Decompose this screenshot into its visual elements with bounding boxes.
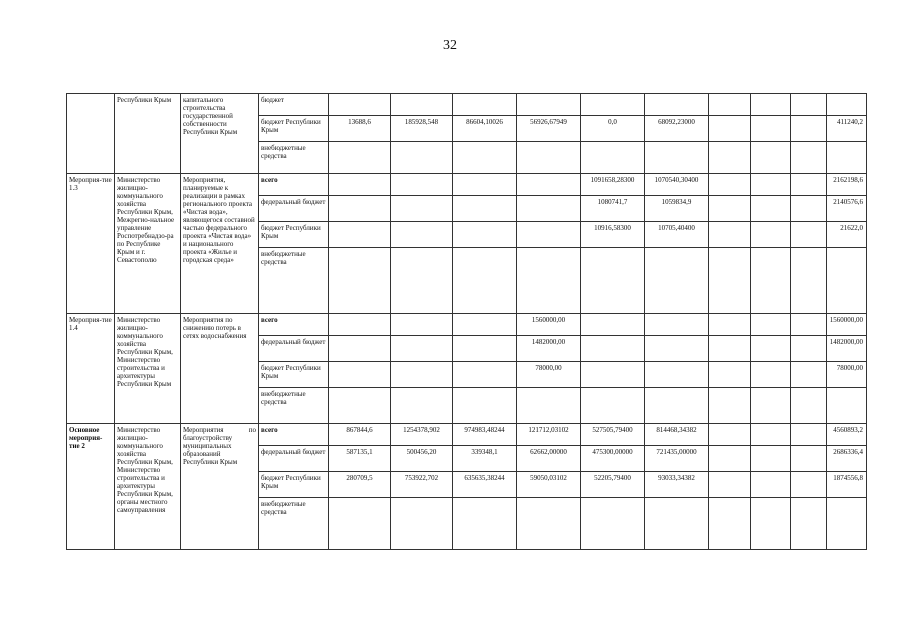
value-cell bbox=[391, 222, 453, 248]
value-cell bbox=[581, 362, 645, 388]
value-cell bbox=[645, 314, 709, 336]
measure-code-cell: Основное мероприя-тие 2 bbox=[67, 424, 115, 550]
value-cell bbox=[709, 248, 751, 314]
value-cell bbox=[827, 248, 867, 314]
value-cell bbox=[709, 388, 751, 424]
value-cell bbox=[791, 362, 827, 388]
value-cell bbox=[517, 196, 581, 222]
value-cell bbox=[751, 498, 791, 550]
value-cell: 1080741,7 bbox=[581, 196, 645, 222]
value-cell bbox=[709, 94, 751, 116]
value-cell bbox=[329, 174, 391, 196]
value-cell: 1482000,00 bbox=[517, 336, 581, 362]
value-cell bbox=[517, 222, 581, 248]
value-cell bbox=[751, 116, 791, 142]
value-cell bbox=[645, 336, 709, 362]
value-cell: 587135,1 bbox=[329, 446, 391, 472]
value-cell bbox=[709, 196, 751, 222]
value-cell bbox=[709, 498, 751, 550]
value-cell: 974983,48244 bbox=[453, 424, 517, 446]
value-cell: 1874556,8 bbox=[827, 472, 867, 498]
table-row bbox=[67, 94, 867, 116]
value-cell bbox=[751, 362, 791, 388]
table-row bbox=[67, 424, 867, 446]
measure-name-cell: Мероприятия по благоустройству муниципальных образований Республики Крым bbox=[181, 424, 259, 550]
value-cell bbox=[453, 498, 517, 550]
budget-table bbox=[66, 93, 867, 550]
value-cell: 867844,6 bbox=[329, 424, 391, 446]
value-cell: 1091658,28300 bbox=[581, 174, 645, 196]
value-cell bbox=[517, 388, 581, 424]
value-cell bbox=[709, 336, 751, 362]
value-cell bbox=[517, 142, 581, 174]
value-cell bbox=[709, 446, 751, 472]
value-cell bbox=[391, 336, 453, 362]
value-cell bbox=[391, 388, 453, 424]
page-number: 32 bbox=[443, 38, 457, 53]
value-cell bbox=[751, 94, 791, 116]
value-cell bbox=[581, 498, 645, 550]
value-cell: 1059834,9 bbox=[645, 196, 709, 222]
value-cell: 21622,0 bbox=[827, 222, 867, 248]
funding-source-cell: бюджет Республики Крым bbox=[259, 222, 329, 248]
value-cell bbox=[791, 222, 827, 248]
value-cell bbox=[791, 424, 827, 446]
funding-source-cell: внебюджетные средства bbox=[259, 248, 329, 314]
value-cell bbox=[751, 446, 791, 472]
funding-source-cell: бюджет bbox=[259, 94, 329, 116]
funding-source-cell: федеральный бюджет bbox=[259, 196, 329, 222]
funding-source-cell: федеральный бюджет bbox=[259, 446, 329, 472]
value-cell: 280709,5 bbox=[329, 472, 391, 498]
value-cell bbox=[709, 362, 751, 388]
value-cell bbox=[645, 388, 709, 424]
value-cell bbox=[329, 498, 391, 550]
value-cell: 2140576,6 bbox=[827, 196, 867, 222]
funding-source-cell: внебюджетные средства bbox=[259, 498, 329, 550]
value-cell: 4560893,2 bbox=[827, 424, 867, 446]
value-cell bbox=[329, 314, 391, 336]
executor-cell: Министерство жилищно-коммунального хозяйства Республики Крым, Министерство строительства и архитектуры Республики Крым bbox=[115, 314, 181, 424]
value-cell: 0,0 bbox=[581, 116, 645, 142]
measure-code-cell bbox=[67, 94, 115, 174]
value-cell: 527505,79400 bbox=[581, 424, 645, 446]
value-cell bbox=[791, 248, 827, 314]
value-cell bbox=[581, 248, 645, 314]
value-cell bbox=[329, 222, 391, 248]
value-cell bbox=[581, 336, 645, 362]
value-cell: 78000,00 bbox=[827, 362, 867, 388]
value-cell bbox=[791, 116, 827, 142]
value-cell bbox=[329, 362, 391, 388]
value-cell: 52205,79400 bbox=[581, 472, 645, 498]
value-cell bbox=[581, 142, 645, 174]
value-cell: 635635,38244 bbox=[453, 472, 517, 498]
value-cell: 93033,34382 bbox=[645, 472, 709, 498]
funding-source-cell: бюджет Республики Крым bbox=[259, 116, 329, 142]
value-cell bbox=[329, 196, 391, 222]
value-cell bbox=[751, 174, 791, 196]
value-cell: 78000,00 bbox=[517, 362, 581, 388]
value-cell bbox=[645, 498, 709, 550]
value-cell bbox=[827, 498, 867, 550]
funding-source-cell: федеральный бюджет bbox=[259, 336, 329, 362]
value-cell: 339348,1 bbox=[453, 446, 517, 472]
executor-cell: Министерство жилищно-коммунального хозяйства Республики Крым, Министерство строительства и архитектуры Республики Крым, органы местного самоуправления bbox=[115, 424, 181, 550]
executor-cell: Министерство жилищно-коммунального хозяйства Республики Крым, Межрегио-нальное управление Роспотребнадзо-ра по Республике Крым и г. Севастополю bbox=[115, 174, 181, 314]
value-cell bbox=[791, 388, 827, 424]
value-cell: 121712,03102 bbox=[517, 424, 581, 446]
value-cell bbox=[751, 196, 791, 222]
value-cell bbox=[453, 174, 517, 196]
value-cell bbox=[391, 498, 453, 550]
value-cell bbox=[791, 94, 827, 116]
value-cell bbox=[391, 94, 453, 116]
value-cell bbox=[391, 142, 453, 174]
value-cell bbox=[751, 142, 791, 174]
value-cell bbox=[329, 388, 391, 424]
value-cell: 1254378,902 bbox=[391, 424, 453, 446]
value-cell bbox=[709, 472, 751, 498]
value-cell bbox=[453, 142, 517, 174]
value-cell: 62662,00000 bbox=[517, 446, 581, 472]
value-cell bbox=[751, 388, 791, 424]
value-cell: 56926,67949 bbox=[517, 116, 581, 142]
value-cell bbox=[709, 142, 751, 174]
value-cell bbox=[581, 94, 645, 116]
value-cell bbox=[329, 336, 391, 362]
value-cell bbox=[751, 314, 791, 336]
value-cell bbox=[751, 248, 791, 314]
value-cell bbox=[709, 424, 751, 446]
value-cell: 10916,58300 bbox=[581, 222, 645, 248]
value-cell bbox=[517, 94, 581, 116]
value-cell bbox=[751, 336, 791, 362]
value-cell: 500456,20 bbox=[391, 446, 453, 472]
value-cell bbox=[329, 94, 391, 116]
value-cell: 1560000,00 bbox=[827, 314, 867, 336]
value-cell bbox=[453, 196, 517, 222]
value-cell: 13688,6 bbox=[329, 116, 391, 142]
value-cell: 59050,03102 bbox=[517, 472, 581, 498]
value-cell bbox=[329, 248, 391, 314]
value-cell bbox=[827, 388, 867, 424]
value-cell bbox=[391, 196, 453, 222]
value-cell: 68092,23000 bbox=[645, 116, 709, 142]
value-cell: 2686336,4 bbox=[827, 446, 867, 472]
value-cell: 86604,10026 bbox=[453, 116, 517, 142]
value-cell: 1560000,00 bbox=[517, 314, 581, 336]
value-cell bbox=[827, 142, 867, 174]
value-cell bbox=[791, 472, 827, 498]
funding-source-cell: всего bbox=[259, 174, 329, 196]
funding-source-cell: внебюджетные средства bbox=[259, 388, 329, 424]
value-cell bbox=[453, 314, 517, 336]
value-cell bbox=[791, 336, 827, 362]
funding-source-cell: всего bbox=[259, 314, 329, 336]
executor-cell: Республики Крым bbox=[115, 94, 181, 174]
value-cell: 1070540,30400 bbox=[645, 174, 709, 196]
value-cell: 721435,00000 bbox=[645, 446, 709, 472]
value-cell: 411240,2 bbox=[827, 116, 867, 142]
value-cell bbox=[391, 248, 453, 314]
funding-source-cell: бюджет Республики Крым bbox=[259, 362, 329, 388]
funding-source-cell: всего bbox=[259, 424, 329, 446]
value-cell bbox=[391, 362, 453, 388]
value-cell bbox=[453, 248, 517, 314]
measure-name-cell: Мероприятия по снижению потерь в сетях водоснабжения bbox=[181, 314, 259, 424]
funding-source-cell: бюджет Республики Крым bbox=[259, 472, 329, 498]
measure-code-cell: Мероприя-тие 1.3 bbox=[67, 174, 115, 314]
value-cell: 475300,00000 bbox=[581, 446, 645, 472]
value-cell: 10705,40400 bbox=[645, 222, 709, 248]
value-cell bbox=[329, 142, 391, 174]
value-cell bbox=[517, 248, 581, 314]
value-cell bbox=[517, 174, 581, 196]
value-cell bbox=[645, 362, 709, 388]
value-cell bbox=[517, 498, 581, 550]
value-cell: 185928,548 bbox=[391, 116, 453, 142]
value-cell bbox=[453, 388, 517, 424]
value-cell bbox=[751, 424, 791, 446]
funding-source-cell: внебюджетные средства bbox=[259, 142, 329, 174]
value-cell: 2162198,6 bbox=[827, 174, 867, 196]
value-cell bbox=[751, 222, 791, 248]
value-cell bbox=[453, 222, 517, 248]
value-cell: 753922,702 bbox=[391, 472, 453, 498]
value-cell bbox=[709, 314, 751, 336]
value-cell bbox=[791, 446, 827, 472]
value-cell bbox=[751, 472, 791, 498]
value-cell bbox=[709, 174, 751, 196]
measure-name-cell: капитального строительства государственной собственности Республики Крым bbox=[181, 94, 259, 174]
value-cell bbox=[453, 362, 517, 388]
value-cell bbox=[581, 388, 645, 424]
value-cell bbox=[791, 498, 827, 550]
measure-code-cell: Мероприя-тие 1.4 bbox=[67, 314, 115, 424]
value-cell bbox=[453, 94, 517, 116]
table-row bbox=[67, 174, 867, 196]
value-cell bbox=[645, 142, 709, 174]
value-cell: 1482000,00 bbox=[827, 336, 867, 362]
value-cell bbox=[791, 314, 827, 336]
value-cell bbox=[645, 248, 709, 314]
value-cell: 814468,34382 bbox=[645, 424, 709, 446]
value-cell bbox=[791, 174, 827, 196]
value-cell bbox=[791, 142, 827, 174]
measure-name-cell: Мероприятия, планируемые к реализации в рамках регионального проекта «Чистая вода», являющегося составной частью федерального проекта «Чистая вода» и национального проекта «Жилье и городская среда» bbox=[181, 174, 259, 314]
value-cell bbox=[791, 196, 827, 222]
table-row bbox=[67, 314, 867, 336]
value-cell bbox=[709, 116, 751, 142]
value-cell bbox=[391, 174, 453, 196]
value-cell bbox=[391, 314, 453, 336]
value-cell bbox=[827, 94, 867, 116]
value-cell bbox=[709, 222, 751, 248]
value-cell bbox=[453, 336, 517, 362]
value-cell bbox=[581, 314, 645, 336]
value-cell bbox=[645, 94, 709, 116]
